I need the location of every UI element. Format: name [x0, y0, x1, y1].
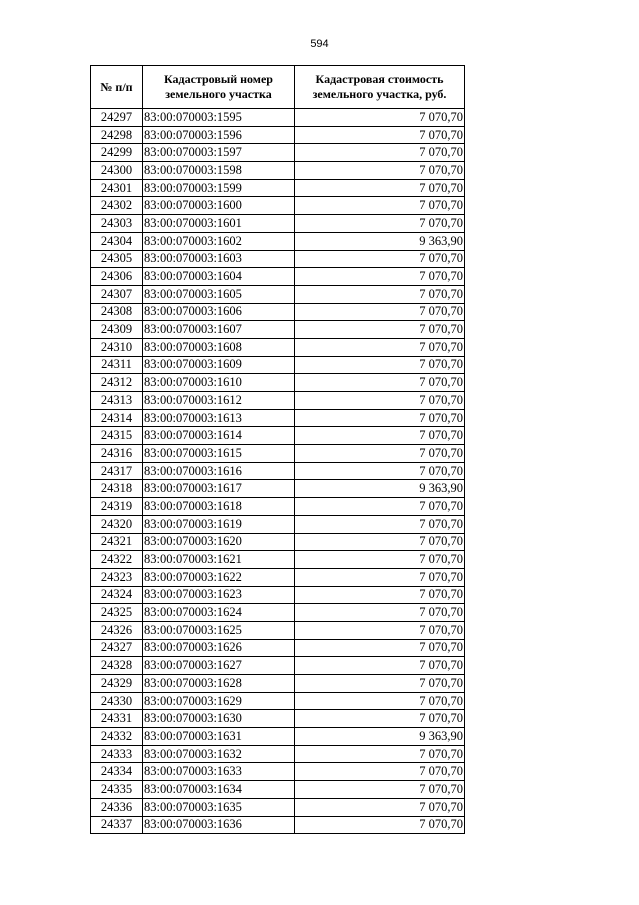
cadastral-number-cell: 83:00:070003:1625	[143, 621, 295, 639]
cadastral-value-cell: 7 070,70	[295, 215, 465, 233]
row-number-cell: 24299	[91, 144, 143, 162]
table-row	[91, 586, 465, 604]
cadastral-number-cell: 83:00:070003:1617	[143, 480, 295, 498]
table-row	[91, 356, 465, 374]
cadastral-number-cell: 83:00:070003:1631	[143, 728, 295, 746]
cadastral-number-cell: 83:00:070003:1598	[143, 162, 295, 180]
row-number-cell: 24312	[91, 374, 143, 392]
cadastral-number-cell: 83:00:070003:1597	[143, 144, 295, 162]
cadastral-value-cell: 7 070,70	[295, 498, 465, 516]
cadastral-value-cell: 9 363,90	[295, 232, 465, 250]
row-number-cell: 24322	[91, 551, 143, 569]
table-row	[91, 551, 465, 569]
row-number-cell: 24307	[91, 285, 143, 303]
cadastral-value-cell: 7 070,70	[295, 409, 465, 427]
cadastral-number-cell: 83:00:070003:1608	[143, 338, 295, 356]
table-row	[91, 268, 465, 286]
cadastral-number-cell: 83:00:070003:1629	[143, 692, 295, 710]
row-number-cell: 24321	[91, 533, 143, 551]
row-number-cell: 24316	[91, 445, 143, 463]
cadastral-value-cell: 7 070,70	[295, 126, 465, 144]
table-row	[91, 515, 465, 533]
cadastral-number-cell: 83:00:070003:1604	[143, 268, 295, 286]
table-row	[91, 816, 465, 834]
cadastral-value-cell: 7 070,70	[295, 657, 465, 675]
cadastral-value-cell: 7 070,70	[295, 285, 465, 303]
cadastral-value-cell: 7 070,70	[295, 462, 465, 480]
table-row	[91, 445, 465, 463]
row-number-cell: 24302	[91, 197, 143, 215]
row-number-cell: 24306	[91, 268, 143, 286]
table-row	[91, 321, 465, 339]
cadastral-value-cell: 7 070,70	[295, 179, 465, 197]
table-row	[91, 675, 465, 693]
table-row	[91, 710, 465, 728]
row-number-cell: 24314	[91, 409, 143, 427]
cadastral-number-cell: 83:00:070003:1595	[143, 109, 295, 127]
row-number-cell: 24329	[91, 675, 143, 693]
cadastral-value-cell: 7 070,70	[295, 568, 465, 586]
cadastral-number-cell: 83:00:070003:1609	[143, 356, 295, 374]
cadastral-value-cell: 7 070,70	[295, 109, 465, 127]
row-number-cell: 24328	[91, 657, 143, 675]
row-number-cell: 24330	[91, 692, 143, 710]
row-number-cell: 24333	[91, 745, 143, 763]
table-row	[91, 533, 465, 551]
cadastral-value-cell: 7 070,70	[295, 710, 465, 728]
cadastral-value-cell: 7 070,70	[295, 745, 465, 763]
cadastral-number-cell: 83:00:070003:1606	[143, 303, 295, 321]
table-row	[91, 250, 465, 268]
cadastral-number-cell: 83:00:070003:1626	[143, 639, 295, 657]
cadastral-number-cell: 83:00:070003:1615	[143, 445, 295, 463]
cadastral-value-cell: 7 070,70	[295, 303, 465, 321]
cadastral-number-cell: 83:00:070003:1612	[143, 392, 295, 410]
header-cadastral-value: Кадастровая стоимость земельного участка, руб.	[295, 66, 465, 109]
row-number-cell: 24305	[91, 250, 143, 268]
cadastral-number-cell: 83:00:070003:1605	[143, 285, 295, 303]
cadastral-value-cell: 7 070,70	[295, 144, 465, 162]
cadastral-value-cell: 7 070,70	[295, 515, 465, 533]
table-row	[91, 798, 465, 816]
row-number-cell: 24324	[91, 586, 143, 604]
table-row	[91, 498, 465, 516]
row-number-cell: 24311	[91, 356, 143, 374]
cadastral-value-table	[90, 65, 465, 834]
cadastral-number-cell: 83:00:070003:1632	[143, 745, 295, 763]
cadastral-value-cell: 7 070,70	[295, 621, 465, 639]
cadastral-value-cell: 7 070,70	[295, 763, 465, 781]
row-number-cell: 24318	[91, 480, 143, 498]
row-number-cell: 24327	[91, 639, 143, 657]
cadastral-number-cell: 83:00:070003:1624	[143, 604, 295, 622]
table-header-row	[91, 66, 465, 109]
table-row	[91, 639, 465, 657]
cadastral-value-cell: 7 070,70	[295, 268, 465, 286]
row-number-cell: 24317	[91, 462, 143, 480]
cadastral-number-cell: 83:00:070003:1622	[143, 568, 295, 586]
row-number-cell: 24332	[91, 728, 143, 746]
cadastral-value-cell: 7 070,70	[295, 586, 465, 604]
cadastral-number-cell: 83:00:070003:1603	[143, 250, 295, 268]
header-cadastral-number: Кадастровый номер земельного участка	[143, 66, 295, 109]
cadastral-number-cell: 83:00:070003:1634	[143, 781, 295, 799]
table-row	[91, 285, 465, 303]
cadastral-number-cell: 83:00:070003:1628	[143, 675, 295, 693]
cadastral-number-cell: 83:00:070003:1599	[143, 179, 295, 197]
table-row	[91, 215, 465, 233]
cadastral-value-cell: 7 070,70	[295, 356, 465, 374]
table-row	[91, 197, 465, 215]
cadastral-value-cell: 7 070,70	[295, 551, 465, 569]
cadastral-number-cell: 83:00:070003:1618	[143, 498, 295, 516]
header-row-number: № п/п	[91, 66, 143, 109]
row-number-cell: 24337	[91, 816, 143, 834]
cadastral-value-cell: 7 070,70	[295, 392, 465, 410]
cadastral-value-cell: 7 070,70	[295, 781, 465, 799]
cadastral-number-cell: 83:00:070003:1630	[143, 710, 295, 728]
cadastral-value-cell: 7 070,70	[295, 692, 465, 710]
row-number-cell: 24303	[91, 215, 143, 233]
table-row	[91, 144, 465, 162]
row-number-cell: 24304	[91, 232, 143, 250]
cadastral-value-cell: 9 363,90	[295, 728, 465, 746]
table-row	[91, 427, 465, 445]
cadastral-value-cell: 7 070,70	[295, 427, 465, 445]
cadastral-value-cell: 7 070,70	[295, 250, 465, 268]
table-row	[91, 604, 465, 622]
row-number-cell: 24300	[91, 162, 143, 180]
table-row	[91, 692, 465, 710]
cadastral-number-cell: 83:00:070003:1616	[143, 462, 295, 480]
row-number-cell: 24335	[91, 781, 143, 799]
cadastral-number-cell: 83:00:070003:1610	[143, 374, 295, 392]
cadastral-number-cell: 83:00:070003:1607	[143, 321, 295, 339]
table-row	[91, 657, 465, 675]
cadastral-number-cell: 83:00:070003:1623	[143, 586, 295, 604]
cadastral-number-cell: 83:00:070003:1600	[143, 197, 295, 215]
row-number-cell: 24310	[91, 338, 143, 356]
cadastral-value-cell: 9 363,90	[295, 480, 465, 498]
cadastral-value-cell: 7 070,70	[295, 639, 465, 657]
cadastral-number-cell: 83:00:070003:1627	[143, 657, 295, 675]
cadastral-number-cell: 83:00:070003:1601	[143, 215, 295, 233]
table-row	[91, 745, 465, 763]
page-number: 594	[310, 38, 329, 50]
cadastral-value-cell: 7 070,70	[295, 162, 465, 180]
row-number-cell: 24320	[91, 515, 143, 533]
cadastral-number-cell: 83:00:070003:1619	[143, 515, 295, 533]
cadastral-number-cell: 83:00:070003:1635	[143, 798, 295, 816]
table-row	[91, 374, 465, 392]
table-row	[91, 179, 465, 197]
cadastral-value-cell: 7 070,70	[295, 197, 465, 215]
table-row	[91, 109, 465, 127]
table-body	[91, 109, 465, 834]
cadastral-value-cell: 7 070,70	[295, 321, 465, 339]
table-row	[91, 338, 465, 356]
row-number-cell: 24313	[91, 392, 143, 410]
cadastral-value-cell: 7 070,70	[295, 675, 465, 693]
table-row	[91, 763, 465, 781]
table-row	[91, 392, 465, 410]
row-number-cell: 24336	[91, 798, 143, 816]
cadastral-number-cell: 83:00:070003:1636	[143, 816, 295, 834]
table-row	[91, 462, 465, 480]
row-number-cell: 24319	[91, 498, 143, 516]
table-row	[91, 781, 465, 799]
row-number-cell: 24297	[91, 109, 143, 127]
row-number-cell: 24309	[91, 321, 143, 339]
table-row	[91, 480, 465, 498]
table-row	[91, 126, 465, 144]
table-row	[91, 162, 465, 180]
row-number-cell: 24325	[91, 604, 143, 622]
row-number-cell: 24298	[91, 126, 143, 144]
cadastral-number-cell: 83:00:070003:1614	[143, 427, 295, 445]
cadastral-number-cell: 83:00:070003:1620	[143, 533, 295, 551]
cadastral-number-cell: 83:00:070003:1613	[143, 409, 295, 427]
row-number-cell: 24301	[91, 179, 143, 197]
cadastral-value-cell: 7 070,70	[295, 374, 465, 392]
table-row	[91, 728, 465, 746]
row-number-cell: 24315	[91, 427, 143, 445]
table-row	[91, 232, 465, 250]
cadastral-value-cell: 7 070,70	[295, 533, 465, 551]
cadastral-number-cell: 83:00:070003:1596	[143, 126, 295, 144]
cadastral-value-cell: 7 070,70	[295, 445, 465, 463]
table-row	[91, 621, 465, 639]
row-number-cell: 24331	[91, 710, 143, 728]
row-number-cell: 24323	[91, 568, 143, 586]
cadastral-value-cell: 7 070,70	[295, 816, 465, 834]
cadastral-number-cell: 83:00:070003:1602	[143, 232, 295, 250]
row-number-cell: 24308	[91, 303, 143, 321]
cadastral-value-cell: 7 070,70	[295, 338, 465, 356]
row-number-cell: 24334	[91, 763, 143, 781]
cadastral-value-cell: 7 070,70	[295, 798, 465, 816]
table-row	[91, 568, 465, 586]
table-row	[91, 409, 465, 427]
cadastral-number-cell: 83:00:070003:1633	[143, 763, 295, 781]
row-number-cell: 24326	[91, 621, 143, 639]
cadastral-value-cell: 7 070,70	[295, 604, 465, 622]
table-row	[91, 303, 465, 321]
cadastral-number-cell: 83:00:070003:1621	[143, 551, 295, 569]
